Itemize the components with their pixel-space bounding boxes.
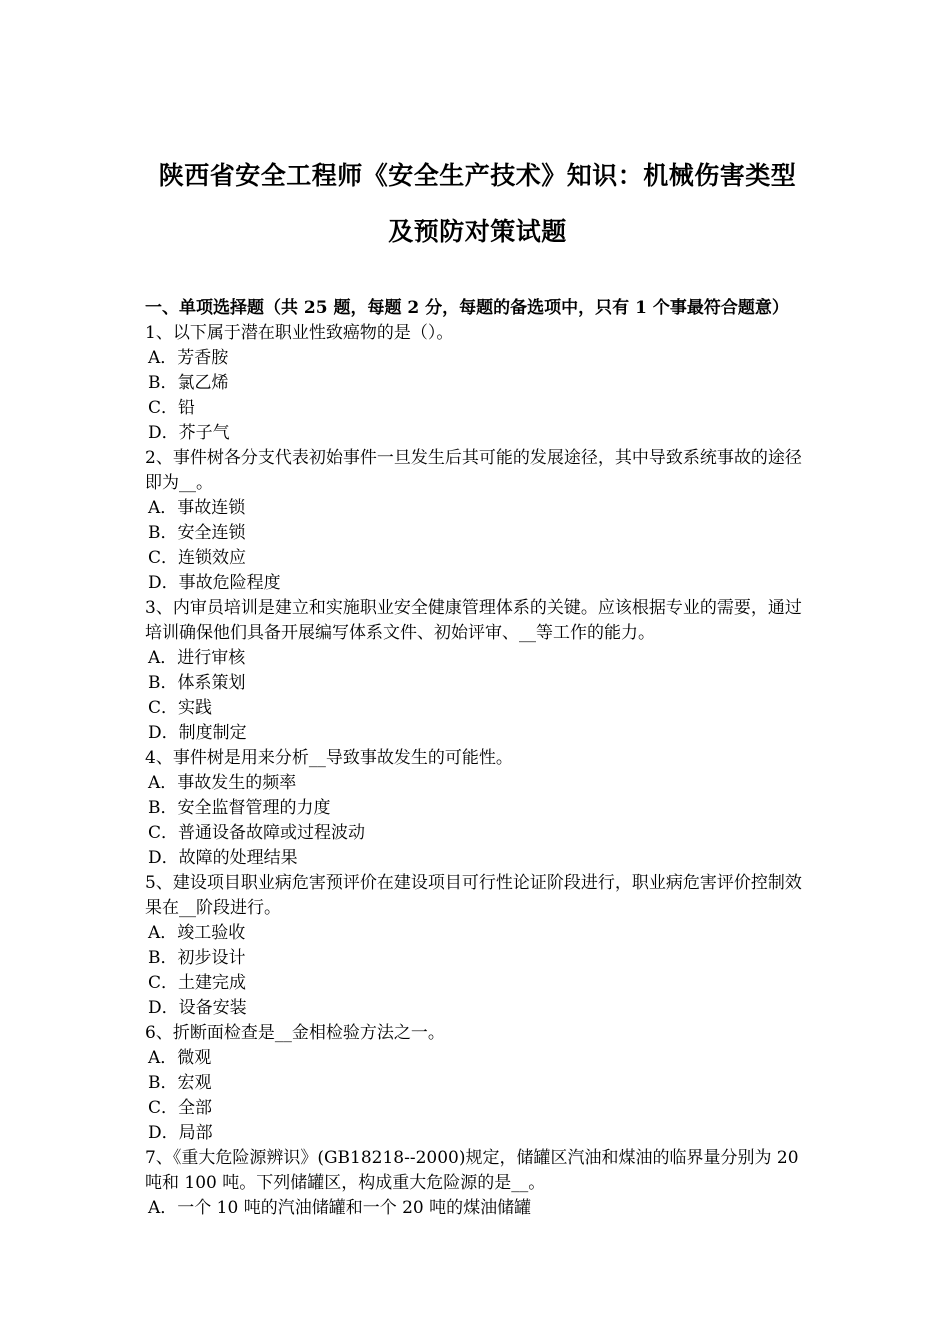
document-page bbox=[145, 148, 810, 1221]
question-option: B．初步设计 bbox=[148, 948, 246, 968]
section-heading: 一、单项选择题（共 25 题，每题 2 分，每题的备选项中，只有 1 个事最符合题意） bbox=[145, 298, 789, 318]
question-1 bbox=[145, 321, 810, 446]
question-stem: 6、折断面检查是__金相检验方法之一。 bbox=[145, 1023, 445, 1043]
question-2 bbox=[145, 446, 810, 596]
question-option: B．安全监督管理的力度 bbox=[148, 798, 331, 818]
question-option: B．安全连锁 bbox=[148, 523, 246, 543]
question-stem: 7、《重大危险源辨识》(GB18218--2000)规定，储罐区汽油和煤油的临界量分别为 20 吨和 100 吨。下列储罐区，构成重大危险源的是__。 bbox=[145, 1148, 799, 1193]
question-option: D．局部 bbox=[148, 1123, 213, 1143]
question-option: C．全部 bbox=[148, 1098, 213, 1118]
question-option: C．铅 bbox=[148, 398, 196, 418]
question-option: B．宏观 bbox=[148, 1073, 212, 1093]
question-option: C．连锁效应 bbox=[148, 548, 247, 568]
question-option: A．事故发生的频率 bbox=[148, 773, 297, 793]
question-option: A．事故连锁 bbox=[148, 498, 246, 518]
question-7 bbox=[145, 1146, 810, 1221]
question-stem: 1、以下属于潜在职业性致癌物的是（）。 bbox=[145, 323, 454, 343]
question-list bbox=[145, 321, 810, 1221]
question-option: A．微观 bbox=[148, 1048, 212, 1068]
question-stem: 2、事件树各分支代表初始事件一旦发生后其可能的发展途径，其中导致系统事故的途径即为__。 bbox=[145, 448, 802, 493]
question-stem: 3、内审员培训是建立和实施职业安全健康管理体系的关键。应该根据专业的需要，通过培训确保他们具备开展编写体系文件、初始评审、__等工作的能力。 bbox=[145, 598, 802, 643]
question-stem: 4、事件树是用来分析__导致事故发生的可能性。 bbox=[145, 748, 513, 768]
question-option: D．制度制定 bbox=[148, 723, 247, 743]
question-option: D．芥子气 bbox=[148, 423, 230, 443]
question-option: A．一个 10 吨的汽油储罐和一个 20 吨的煤油储罐 bbox=[148, 1198, 532, 1218]
question-option: B．体系策划 bbox=[148, 673, 246, 693]
question-stem: 5、建设项目职业病危害预评价在建设项目可行性论证阶段进行，职业病危害评价控制效果在__阶段进行。 bbox=[145, 873, 802, 918]
question-option: A．芳香胺 bbox=[148, 348, 229, 368]
question-option: A．竣工验收 bbox=[148, 923, 246, 943]
question-option: C．普通设备故障或过程波动 bbox=[148, 823, 366, 843]
question-option: B．氯乙烯 bbox=[148, 373, 229, 393]
question-option: A．进行审核 bbox=[148, 648, 246, 668]
title-line-2: 及预防对策试题 bbox=[388, 217, 567, 246]
question-option: C．土建完成 bbox=[148, 973, 247, 993]
question-option: D．设备安装 bbox=[148, 998, 247, 1018]
question-option: D．故障的处理结果 bbox=[148, 848, 298, 868]
question-option: C．实践 bbox=[148, 698, 213, 718]
title-line-1: 陕西省安全工程师《安全生产技术》知识：机械伤害类型 bbox=[158, 161, 797, 190]
question-3 bbox=[145, 596, 810, 746]
question-4 bbox=[145, 746, 810, 871]
document-title bbox=[145, 148, 810, 260]
question-option: D．事故危险程度 bbox=[148, 573, 281, 593]
question-5 bbox=[145, 871, 810, 1021]
question-6 bbox=[145, 1021, 810, 1146]
